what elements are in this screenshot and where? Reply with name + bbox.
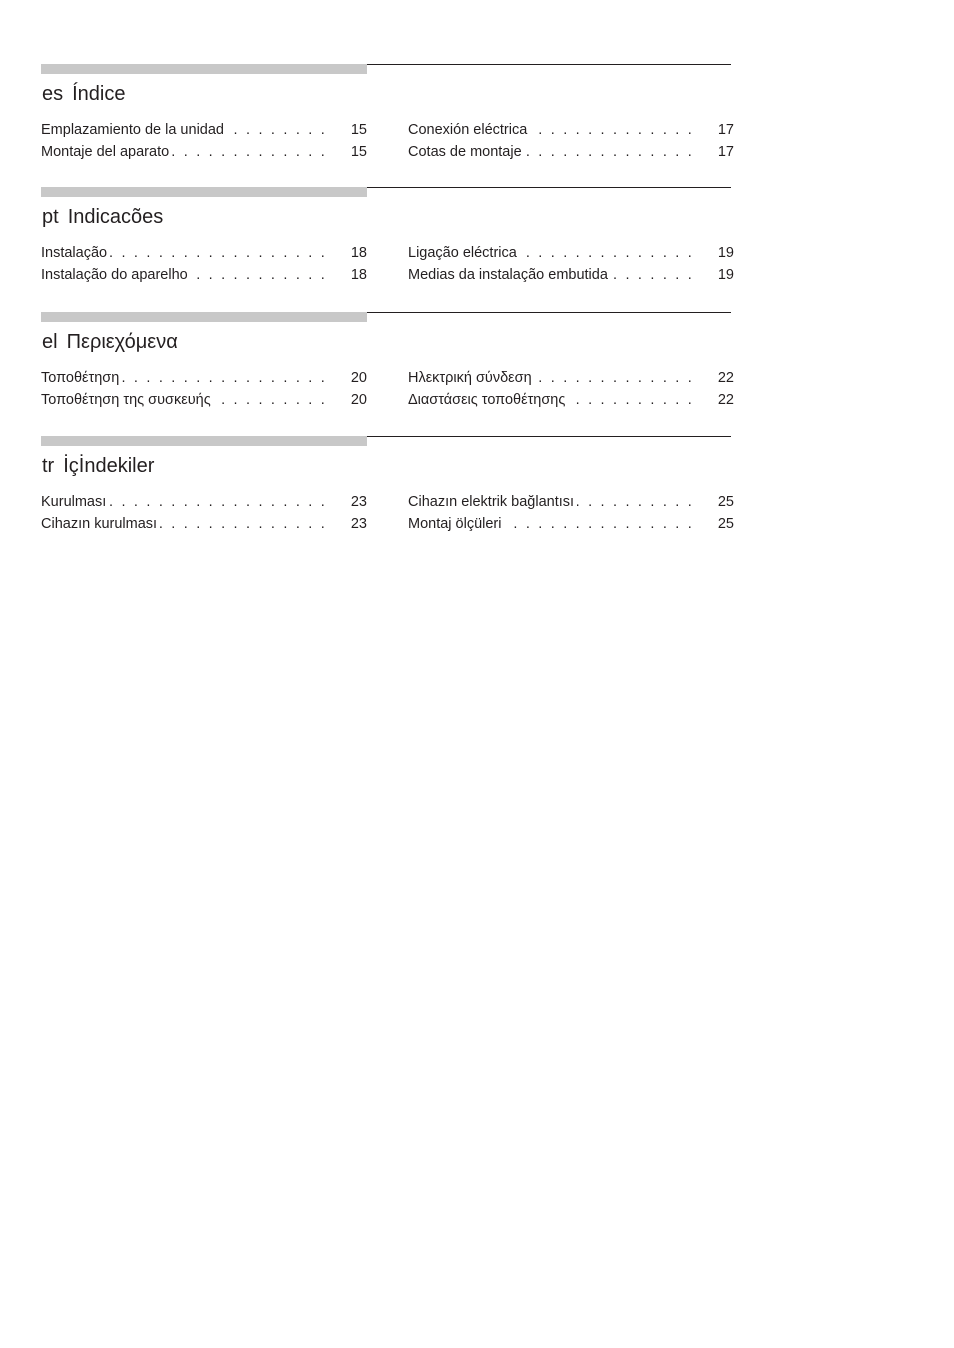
section-title: Περιεχόμενα: [66, 331, 178, 353]
toc-entry[interactable]: [41, 514, 367, 534]
language-code: el: [42, 331, 58, 353]
section-gray-bar: [41, 187, 367, 197]
toc-entry[interactable]: [41, 492, 367, 512]
toc-entry-title: Instalação do aparelho: [41, 265, 191, 285]
language-code: tr: [42, 455, 55, 477]
section-title: Indicacões: [67, 206, 164, 228]
toc-entry-page: 20: [350, 370, 367, 386]
toc-entry-title: Montaje del aparato: [41, 142, 172, 162]
toc-entry[interactable]: [408, 492, 734, 512]
toc-entry-title: Τοποθέτηση της συσκευής: [41, 390, 214, 410]
toc-entry-page: 19: [717, 267, 734, 283]
section-heading: [42, 205, 163, 229]
toc-entry[interactable]: [408, 390, 734, 410]
toc-entry-title: Τοποθέτηση: [41, 368, 122, 388]
toc-entry[interactable]: [41, 390, 367, 410]
section-heading: [42, 454, 154, 478]
toc-entry-page: 17: [717, 122, 734, 138]
toc-entry[interactable]: [408, 514, 734, 534]
toc-entry-title: Ηλεκτρική σύνδεση: [408, 368, 535, 388]
toc-entry-title: Ligação eléctrica: [408, 243, 520, 263]
toc-entry-title: Kurulması: [41, 492, 109, 512]
toc-entry-page: 17: [717, 144, 734, 160]
section-gray-bar: [41, 436, 367, 446]
toc-entry-title: Instalação: [41, 243, 110, 263]
toc-entry-page: 20: [350, 392, 367, 408]
toc-entry-title: Cihazın kurulması: [41, 514, 160, 534]
language-code: es: [42, 83, 64, 105]
toc-entry[interactable]: [408, 120, 734, 140]
toc-entry[interactable]: [41, 368, 367, 388]
section-title: İçİndekiler: [63, 455, 155, 477]
toc-entry[interactable]: [41, 265, 367, 285]
section-gray-bar: [41, 312, 367, 322]
toc-entry-title: Διαστάσεις τοποθέτησης: [408, 390, 568, 410]
section-heading: [42, 330, 178, 354]
toc-entry-page: 25: [717, 494, 734, 510]
toc-entry-page: 15: [350, 144, 367, 160]
toc-entry-page: 25: [717, 516, 734, 532]
section-title: Índice: [72, 83, 126, 105]
toc-entry-page: 18: [350, 267, 367, 283]
toc-entry-title: Medias da instalação embutida: [408, 265, 611, 285]
toc-entry-page: 19: [717, 245, 734, 261]
toc-entry[interactable]: [408, 265, 734, 285]
toc-entry-title: Emplazamiento de la unidad: [41, 120, 227, 140]
toc-entry-title: Conexión eléctrica: [408, 120, 530, 140]
toc-entry[interactable]: [41, 120, 367, 140]
toc-entry-page: 23: [350, 516, 367, 532]
toc-entry[interactable]: [41, 142, 367, 162]
toc-entry-page: 23: [350, 494, 367, 510]
toc-entry-page: 22: [717, 392, 734, 408]
toc-entry[interactable]: [408, 368, 734, 388]
language-code: pt: [42, 206, 59, 228]
toc-entry-title: Cotas de montaje: [408, 142, 525, 162]
toc-entry-page: 15: [350, 122, 367, 138]
toc-entry[interactable]: [408, 142, 734, 162]
toc-entry-title: Cihazın elektrik bağlantısı: [408, 492, 577, 512]
toc-entry-page: 22: [717, 370, 734, 386]
section-heading: [42, 82, 126, 106]
toc-entry[interactable]: [408, 243, 734, 263]
toc-entry[interactable]: [41, 243, 367, 263]
toc-entry-page: 18: [350, 245, 367, 261]
section-gray-bar: [41, 64, 367, 74]
toc-entry-title: Montaj ölçüleri: [408, 514, 505, 534]
